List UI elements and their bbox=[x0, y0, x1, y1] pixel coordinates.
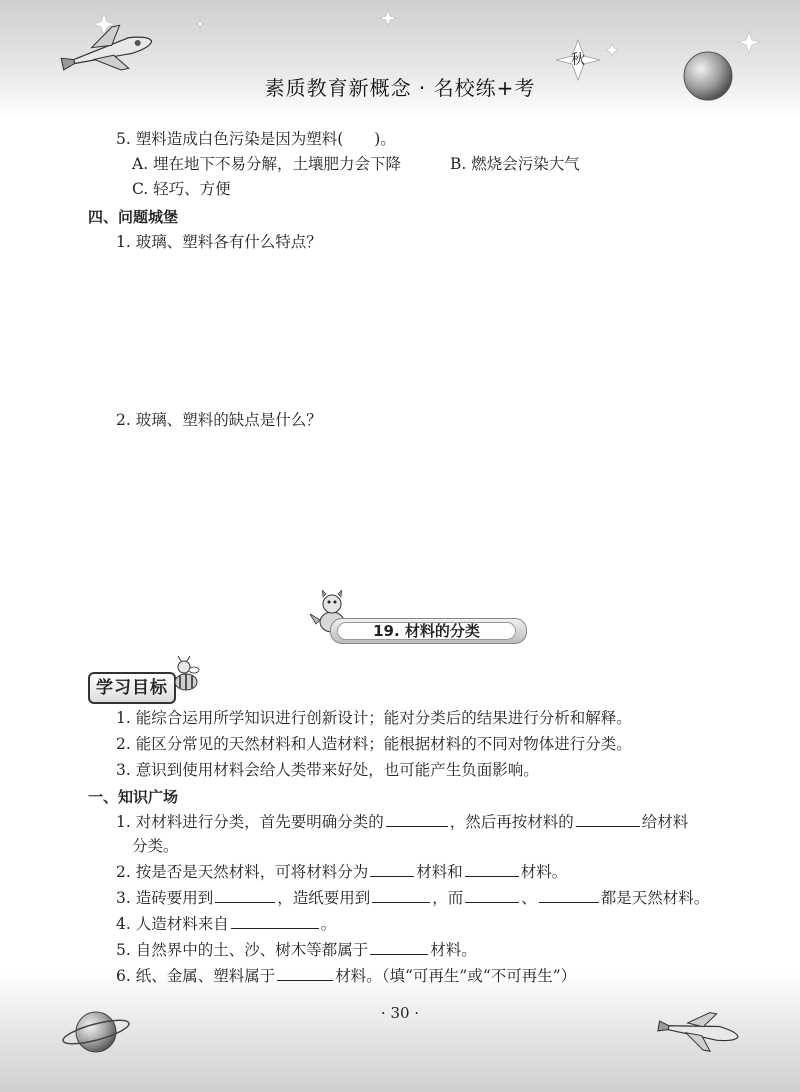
answer-blank[interactable] bbox=[465, 860, 519, 877]
section-1-question-2 bbox=[116, 860, 567, 882]
learning-goal-3: 3. 意识到使用材料会给人类带来好处，也可能产生负面影响。 bbox=[116, 761, 539, 779]
answer-blank[interactable] bbox=[370, 860, 414, 877]
lesson-title: 19. 材料的分类 bbox=[337, 622, 516, 640]
q4-text-part-1: 4. 人造材料来自 bbox=[116, 915, 229, 933]
answer-blank[interactable] bbox=[231, 912, 319, 929]
season-tag: 秋 bbox=[571, 52, 585, 68]
q4-text-part-2: 。 bbox=[320, 915, 337, 933]
header-title: 素质教育新概念 · 名校练+考 bbox=[264, 76, 536, 100]
bee-mascot-icon bbox=[168, 656, 204, 696]
learning-goals-label: 学习目标 bbox=[88, 672, 176, 704]
q1-text-part-1: 1. 对材料进行分类，首先要明确分类的 bbox=[116, 813, 384, 831]
q3-text-part-2: ，造纸要用到 bbox=[277, 889, 371, 907]
section-1-heading: 一、知识广场 bbox=[88, 788, 179, 806]
section-1-question-1 bbox=[116, 810, 688, 832]
q3-text-part-4: 、 bbox=[521, 889, 537, 907]
q1-text-part-3: 给材料 bbox=[641, 813, 689, 831]
q1-text-part-2: ，然后再按材料的 bbox=[449, 813, 574, 831]
q2-text-part-2: 材料和 bbox=[416, 863, 463, 881]
section-1-question-4 bbox=[116, 912, 336, 934]
answer-blank[interactable] bbox=[372, 886, 430, 903]
q5-question: 5. 塑料造成白色污染是因为塑料( )。 bbox=[116, 130, 396, 148]
learning-goal-2: 2. 能区分常见的天然材料和人造材料；能根据材料的不同对物体进行分类。 bbox=[116, 735, 632, 753]
section-4-question-1: 1. 玻璃、塑料各有什么特点？ bbox=[116, 233, 322, 251]
header-decoration bbox=[0, 0, 800, 120]
q3-text-part-5: 都是天然材料。 bbox=[600, 889, 710, 907]
star-icon bbox=[93, 10, 760, 56]
q3-text-part-1: 3. 造砖要用到 bbox=[116, 889, 214, 907]
q6-text-part-1: 6. 纸、金属、塑料属于 bbox=[116, 967, 276, 985]
q5-fill-text-part-2: 材料。 bbox=[430, 941, 477, 959]
q5-option-b: B. 燃烧会污染大气 bbox=[450, 155, 580, 173]
lesson-banner bbox=[330, 618, 527, 644]
q5-fill-text-part-1: 5. 自然界中的土、沙、树木等都属于 bbox=[116, 941, 369, 959]
answer-blank[interactable] bbox=[386, 810, 448, 827]
section-1-question-5 bbox=[116, 938, 477, 960]
section-4-question-2: 2. 玻璃、塑料的缺点是什么？ bbox=[116, 411, 322, 429]
page-number: · 30 · bbox=[380, 1004, 420, 1022]
section-1-question-6 bbox=[116, 964, 576, 986]
section-1-question-3 bbox=[116, 886, 709, 908]
answer-blank[interactable] bbox=[277, 964, 333, 981]
answer-blank[interactable] bbox=[465, 886, 519, 903]
answer-blank[interactable] bbox=[576, 810, 640, 827]
answer-blank[interactable] bbox=[370, 938, 428, 955]
section-4-heading: 四、问题城堡 bbox=[88, 208, 179, 226]
q6-text-part-2: 材料。（填“可再生”或“不可再生”） bbox=[335, 967, 577, 985]
q2-text-part-3: 材料。 bbox=[520, 863, 568, 881]
answer-blank[interactable] bbox=[539, 886, 599, 903]
answer-blank[interactable] bbox=[215, 886, 275, 903]
q2-text-part-1: 2. 按是否是天然材料，可将材料分为 bbox=[116, 863, 369, 881]
q5-option-c: C. 轻巧、方便 bbox=[132, 180, 231, 198]
q3-text-part-3: ，而 bbox=[432, 889, 464, 907]
section-1-question-1-line-2: 分类。 bbox=[132, 837, 179, 855]
q5-option-a: A. 埋在地下不易分解，土壤肥力会下降 bbox=[132, 155, 402, 173]
learning-goal-1: 1. 能综合运用所学知识进行创新设计；能对分类后的结果进行分析和解释。 bbox=[116, 709, 632, 727]
